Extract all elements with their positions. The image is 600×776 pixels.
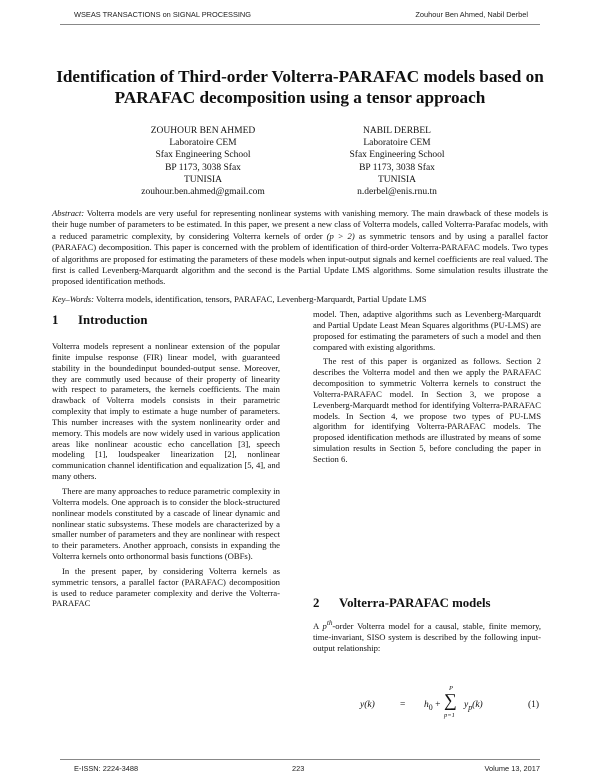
author-email: zouhour.ben.ahmed@gmail.com [141, 187, 265, 198]
equation-term [464, 700, 483, 712]
author-lab: Laboratoire CEM [169, 138, 237, 149]
equation-1 [360, 685, 550, 719]
author-country: TUNISIA [378, 174, 416, 185]
paragraph: There are many approaches to reduce parametric complexity in Volterra models. One approach is to consider the block-structured nonlinear models constituted by a cascade of linear dynamic and nonlinear static subsystems. These models are characterized by a smaller number of parameters and they are nonlinear with respect to their parameters. Another approach, consists in expanding the Volterra kernels onto orthonormal basis functions (OBFs). [52, 485, 280, 562]
author-country: TUNISIA [184, 174, 222, 185]
paragraph: The rest of this paper is organized as follows. Section 2 describes the Volterra model and then we apply the PARAFAC decomposition to symmetric Volterra kernels to construct the Volterra-PARAFAC model. In Section 3, we propose a Levenberg-Marquardt method for identifying Volterra-PARAFAC models. In Section 4, we propose two types of PU-LMS algorithm for identifying Volterra-PARAFAC models. The proposed identification methods are illustrated by means of some simulation results in Section 5, before concluding the paper in Section 6. [313, 356, 541, 464]
author-email: n.derbel@enis.rnu.tn [357, 187, 437, 198]
term-argument: (k) [472, 700, 483, 710]
author-school: Sfax Engineering School [155, 150, 251, 161]
footer-volume: Volume 13, 2017 [484, 764, 540, 773]
math-th: th [326, 619, 333, 627]
author-block-1 [103, 125, 303, 198]
math-p: p [322, 620, 327, 631]
term-subscript: p [468, 702, 473, 712]
term-symbol: y [464, 700, 469, 710]
author-address: BP 1173, 3038 Sfax [165, 162, 241, 173]
abstract-label: Abstract: [52, 208, 85, 218]
section-number: 2 [313, 596, 320, 610]
abstract-text-1: Volterra models are very useful for representing nonlinear systems with vanishing memory. The main drawback of these models is their huge number of parameters to be estimated. In this paper, we present a new class of Volterra models, called Volterra-Parafac models, with a reduced parametric complexity, by considering Volterra kernels of order [52, 208, 548, 241]
author-name: NABIL DERBEL [363, 126, 431, 136]
paragraph: Volterra models represent a nonlinear extension of the popular finite impulse response (FIR) linear model, with guaranteed stability in the boundedinput bounded-output sense. Moreover, they are commutly used because of their property of linearity with respect to parameters, the kernels coefficients. The main drawback of Volterra models consists in their parametric complexity that imply to estimate a huge number of parameters. This number increases with the system nonlinearity order and memory. This models are now widely used in various application areas like nonlinear acoustic echo cancellation [3], speech modeling [1], loudspeaker linearization [2], nonlinear communication channel identification and equalization [5, 4], and many others. [52, 341, 280, 482]
plus-sign: + [432, 700, 441, 710]
sum-lower-limit: p=1 [444, 712, 455, 719]
abstract-text-2: as symmetric tensors and by using a parallel factor (PARAFAC) decomposition. This paper is concerned with the problem of identification of third-order Volterra-PARAFAC models. Two types of algorithms are proposed for estimating the parameters of these models when input-output signals and kernel coefficients are real valued. The first is called Levenberg-Marquardt algorithm and the second is the Partial Update LMS algorithms. Some simulation results illustrate the proposed identification methods. [52, 230, 548, 287]
left-column [52, 341, 280, 609]
paragraph: In the present paper, by considering Volterra kernels as symmetric tensors, a parallel factor (PARAFAC) decomposition is used to reduce parameter complexity and derive the Volterra-PARAFAC [52, 565, 280, 609]
footer-page-number: 223 [292, 764, 305, 773]
author-lab: Laboratoire CEM [363, 138, 431, 149]
author-block-2 [297, 125, 497, 198]
equation-lhs: y(k) [360, 700, 375, 710]
text-run: A [313, 620, 323, 631]
h-subscript: 0 [428, 702, 433, 712]
text-run: -order Volterra model for a causal, stable, finite memory, time-invariant, SISO system is described by the following input-output relationship: [313, 620, 541, 653]
author-school: Sfax Engineering School [349, 150, 445, 161]
sum-upper-limit: P [449, 685, 453, 692]
h-symbol: h [424, 700, 429, 710]
abstract-math: (p > 2) [326, 230, 355, 241]
equation-h0 [424, 700, 440, 712]
paragraph [313, 618, 541, 653]
author-address: BP 1173, 3038 Sfax [359, 162, 435, 173]
abstract [52, 208, 548, 288]
author-name: ZOUHOUR BEN AHMED [150, 126, 256, 136]
keywords-text: Volterra models, identification, tensors, PARAFAC, Levenberg-Marquardt, Partial Update LMS [96, 294, 427, 304]
footer-issn: E-ISSN: 2224-3488 [74, 764, 139, 773]
running-header-journal: WSEAS TRANSACTIONS on SIGNAL PROCESSING [74, 10, 252, 19]
section-1-heading [52, 313, 147, 328]
section-title: Volterra-PARAFAC models [339, 596, 491, 610]
footer-rule [60, 759, 540, 760]
paper-title: Identification of Third-order Volterra-PARAFAC models based on PARAFAC decomposition using a tensor approach [56, 67, 544, 107]
section-number: 1 [52, 313, 59, 327]
equation-number: (1) [528, 700, 540, 710]
running-header-authors: Zouhour Ben Ahmed, Nabil Derbel [415, 10, 528, 19]
paragraph: model. Then, adaptive algorithms such as Levenberg-Marquardt and Partial Update Least Mean Squares algorithms (PU-LMS) are proposed for estimating the parameters of such a model and then compared with existing algorithms. [313, 309, 541, 352]
keywords-label: Key–Words: [52, 294, 95, 304]
section-2-intro [313, 618, 541, 653]
sum-symbol: ∑ [444, 690, 457, 710]
keywords [52, 294, 548, 305]
equation-equals: = [400, 700, 406, 710]
right-column [313, 309, 541, 465]
section-2-heading [313, 596, 491, 611]
section-title: Introduction [78, 313, 148, 327]
header-rule [60, 24, 540, 25]
